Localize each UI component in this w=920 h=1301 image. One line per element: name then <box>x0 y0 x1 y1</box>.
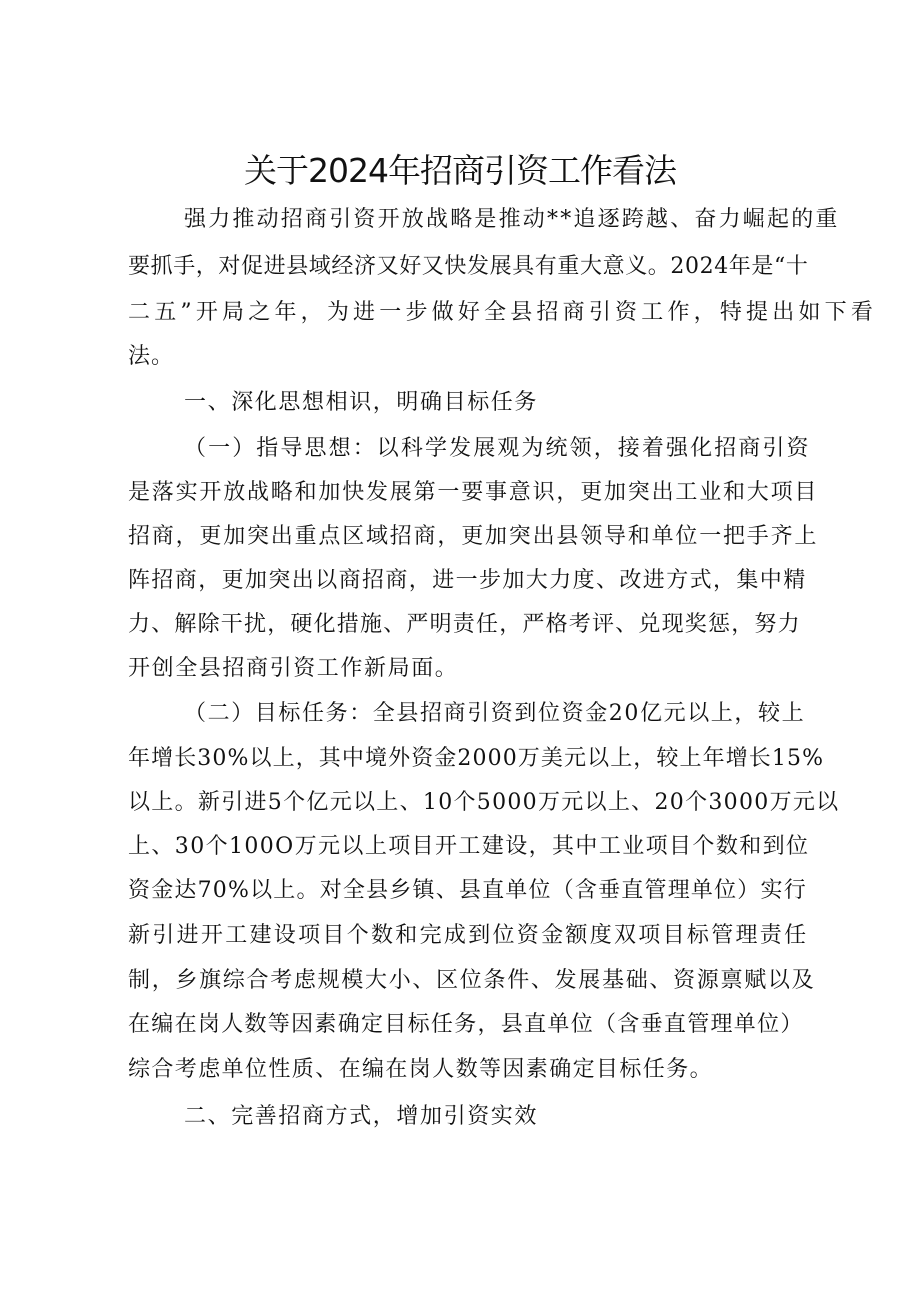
document-title: 关于2024年招商引资工作看法 <box>244 151 676 190</box>
paragraph-intro-line-4: 法。 <box>128 344 175 369</box>
paragraph-targets-line-1: （二）目标任务：全县招商引资到位资金20亿元以上，较上 <box>184 701 806 726</box>
section-heading-1: 一、深化思想相识，明确目标任务 <box>184 390 539 415</box>
paragraph-targets-line-6: 新引进开工建设项目个数和完成到位资金额度双项目标管理责任 <box>128 923 809 948</box>
paragraph-guiding-line-3: 招商，更加突出重点区域招商，更加突出县领导和单位一把手齐上 <box>128 524 819 549</box>
paragraph-guiding-line-1: （一）指导思想：以科学发展观为统领，接着强化招商引资 <box>184 436 811 461</box>
paragraph-targets-line-9: 综合考虑单位性质、在编在岗人数等因素确定目标任务。 <box>128 1057 714 1082</box>
paragraph-intro-line-1: 强力推动招商引资开放战略是推动**追逐跨越、奋力崛起的重 <box>184 207 840 232</box>
paragraph-guiding-line-4: 阵招商，更加突出以商招商，进一步加大力度、改进方式，集中精 <box>128 568 807 593</box>
paragraph-targets-line-5: 资金达70%以上。对全县乡镇、县直单位（含垂直管理单位）实行 <box>128 878 807 903</box>
paragraph-intro-line-2: 要抓手，对促进县域经济又好又快发展具有重大意义。2024年是“十 <box>128 254 809 279</box>
paragraph-targets-line-2: 年增长30%以上，其中境外资金2000万美元以上，较上年增长15% <box>128 746 825 771</box>
section-heading-2: 二、完善招商方式，增加引资实效 <box>184 1104 539 1129</box>
paragraph-targets-line-8: 在编在岗人数等因素确定目标任务，县直单位（含垂直管理单位） <box>128 1012 804 1037</box>
paragraph-guiding-line-2: 是落实开放战略和加快发展第一要事意识，更加突出工业和大项目 <box>128 480 819 505</box>
paragraph-targets-line-7: 制，乡旗综合考虑规模大小、区位条件、发展基础、资源禀赋以及 <box>128 968 816 993</box>
paragraph-targets-line-4: 上、30个100O万元以上项目开工建设，其中工业项目个数和到位 <box>128 834 810 859</box>
paragraph-targets-line-3: 以上。新引进5个亿元以上、10个5000万元以上、20个3000万元以 <box>128 790 840 815</box>
paragraph-intro-line-3: 二五”开局之年，为进一步做好全县招商引资工作，特提出如下看 <box>128 300 878 325</box>
paragraph-guiding-line-6: 开创全县招商引资工作新局面。 <box>128 656 459 681</box>
paragraph-guiding-line-5: 力、解除干扰，硬化措施、严明责任，严格考评、兑现奖惩，努力 <box>128 612 801 637</box>
